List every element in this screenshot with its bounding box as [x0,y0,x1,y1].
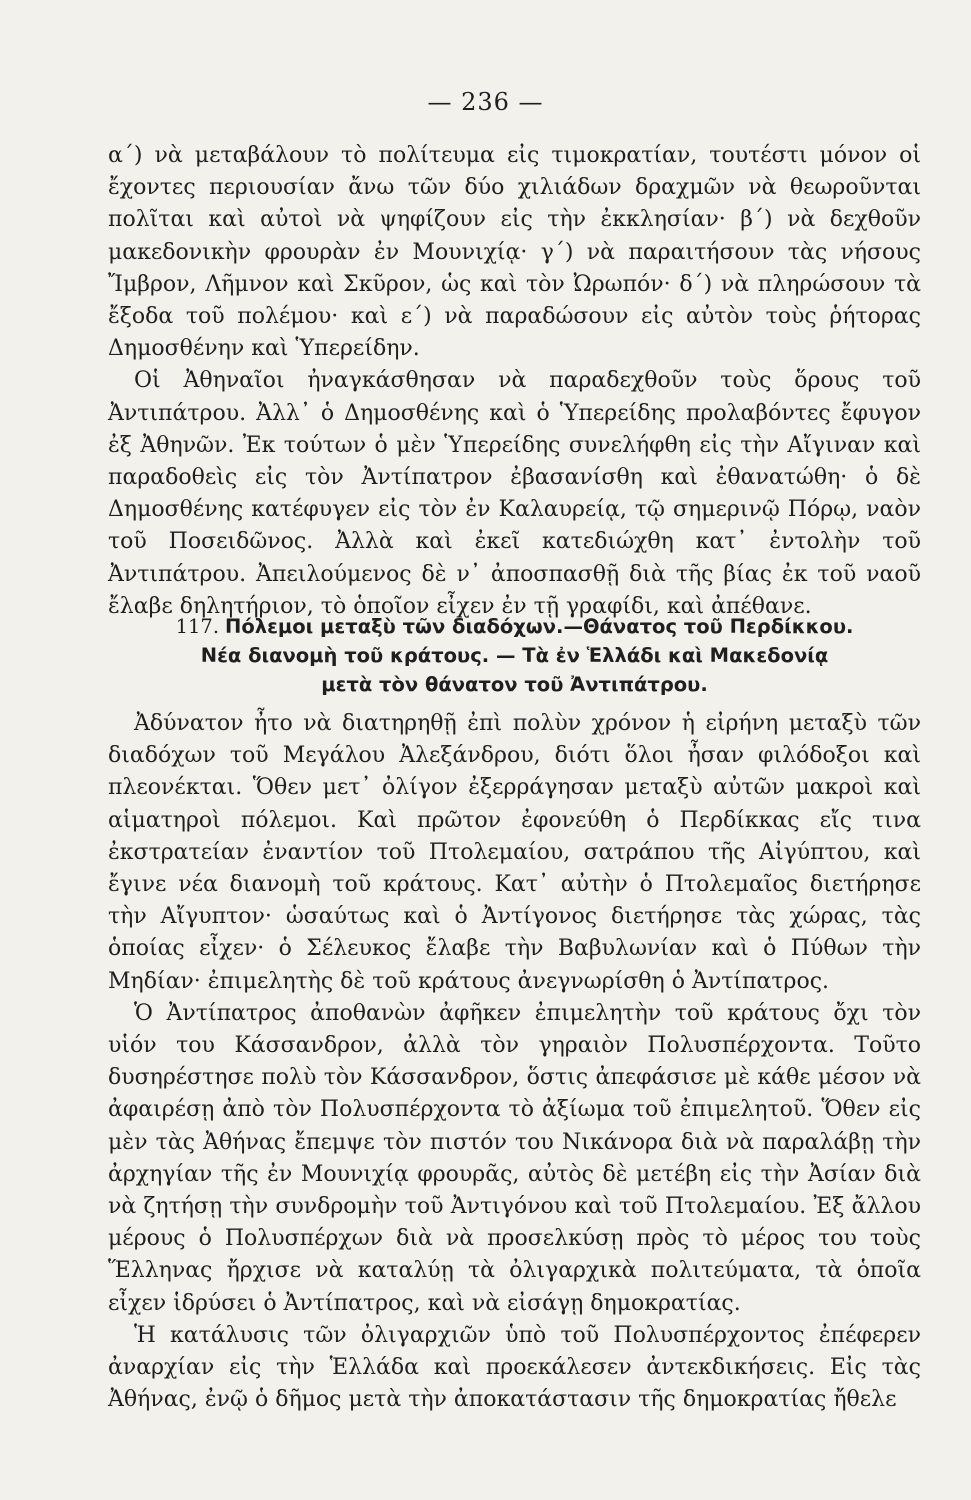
page-number: — 236 — [427,88,544,116]
paragraph: Οἱ Ἀθηναῖοι ἠναγκάσθησαν νὰ παραδεχθοῦν τοὺς ὅρους τοῦ Ἀντιπάτρου. Ἀλλ᾿ ὁ Δημοσθένης καὶ ὁ Ὑπερείδης προλαβόντες ἔφυγον ἐξ Ἀθηνῶν. Ἐκ τούτων ὁ μὲν Ὑπερείδης συνελήφθη εἰς τὴν Αἴγιναν καὶ παραδοθεὶς εἰς τὸν Ἀντίπατρον ἐβασανίσθη καὶ ἐθανατώθη· ὁ δὲ Δημοσθένης κατέφυγεν εἰς τὸν ἐν Καλαυρείᾳ, τῷ σημερινῷ Πόρῳ, ναὸν τοῦ Ποσειδῶνος. Ἀλλὰ καὶ ἐκεῖ κατεδιώχθη κατ᾿ ἐντολὴν τοῦ Ἀντιπάτρου. Ἀπειλούμενος δὲ ν᾿ ἀποσπασθῇ διὰ τῆς βίας ἐκ τοῦ ναοῦ ἔλαβε δηλητήριον, τὸ ὁποῖον εἶχεν ἐν τῇ γραφίδι, καὶ ἀπέθανε. [108,368,921,619]
section-heading-line-1 [108,612,921,641]
text-block-bottom [108,708,921,1416]
section-heading [108,612,921,699]
section-title-part-1: Πόλεμοι μεταξὺ τῶν διαδόχων.—Θάνατος τοῦ Περδίκκου. [225,615,854,638]
text-block-top [108,140,921,623]
section-title-part-2: Νέα διανομὴ τοῦ κράτους. — Τὰ ἐν Ἑλλάδι καὶ Μακεδονίᾳ [200,644,829,667]
paragraph: Ἀδύνατον ἦτο νὰ διατηρηθῇ ἐπὶ πολὺν χρόνον ἡ εἰρήνη μεταξὺ τῶν διαδόχων τοῦ Μεγάλου Ἀλεξάνδρου, διότι ὅλοι ἦσαν φιλόδοξοι καὶ πλεονέκται. Ὅθεν μετ᾿ ὀλίγον ἐξερράγησαν μεταξὺ αὐτῶν μακροὶ καὶ αἱματηροὶ πόλεμοι. Καὶ πρῶτον ἐφονεύθη ὁ Περδίκκας εἴς τινα ἐκστρατείαν ἐναντίον τοῦ Πτολεμαίου, σατράπου τῆς Αἰγύπτου, καὶ ἔγινε νέα διανομὴ τοῦ κράτους. Κατ᾿ αὐτὴν ὁ Πτολεμαῖος διετήρησε τὴν Αἴγυπτον· ὡσαύτως καὶ ὁ Ἀντίγονος διετήρησε τὰς χώρας, τὰς ὁποίας εἶχεν· ὁ Σέλευκος ἔλαβε τὴν Βαβυλωνίαν καὶ ὁ Πύθων τὴν Μηδίαν· ἐπιμελητὴς δὲ τοῦ κράτους ἀνεγνωρίσθη ὁ Ἀντίπατρος. [108,711,921,994]
section-title-part-3: μετὰ τὸν θάνατον τοῦ Ἀντιπάτρου. [321,673,708,696]
paragraph: Ἡ κατάλυσις τῶν ὀλιγαρχιῶν ὑπὸ τοῦ Πολυσπέρχοντος ἐπέφερεν ἀναρχίαν εἰς τὴν Ἑλλάδα καὶ προεκάλεσεν ἀντεκδικήσεις. Εἰς τὰς Ἀθήνας, ἐνῷ ὁ δῆμος μετὰ τὴν ἀποκατάστασιν τῆς δημοκρατίας ἤθελε [108,1322,921,1413]
section-number: 117. [175,615,220,638]
paragraph: α΄) νὰ μεταβάλουν τὸ πολίτευμα εἰς τιμοκρατίαν, τουτέστι μόνον οἱ ἔχοντες περιουσίαν ἄνω τῶν δύο χιλιάδων δραχμῶν νὰ θεωροῦνται πολῖται καὶ αὐτοὶ νὰ ψηφίζουν εἰς τὴν ἐκκλησίαν· β΄) νὰ δεχθοῦν μακεδονικὴν φρουρὰν ἐν Μουνιχίᾳ· γ΄) νὰ παραιτήσουν τὰς νήσους Ἴμβρον, Λῆμνον καὶ Σκῦρον, ὡς καὶ τὸν Ὠρωπόν· δ΄) νὰ πληρώσουν τὰ ἔξοδα τοῦ πολέμου· καὶ ε΄) νὰ παραδώσουν εἰς αὐτὸν τοὺς ῥήτορας Δημοσθένην καὶ Ὑπερείδην. [108,143,921,362]
paragraph: Ὁ Ἀντίπατρος ἀποθανὼν ἀφῆκεν ἐπιμελητὴν τοῦ κράτους ὄχι τὸν υἱόν του Κάσσανδρον, ἀλλὰ τὸν γηραιὸν Πολυσπέρχοντα. Τοῦτο δυσηρέστησε πολὺ τὸν Κάσσανδρον, ὅστις ἀπεφάσισε μὲ κάθε μέσον νὰ ἀφαιρέσῃ ἀπὸ τὸν Πολυσπέρχοντα τὸ ἀξίωμα τοῦ ἐπιμελητοῦ. Ὅθεν εἰς μὲν τὰς Ἀθήνας ἔπεμψε τὸν πιστόν του Νικάνορα διὰ νὰ παραλάβῃ τὴν ἀρχηγίαν τῆς ἐν Μουνιχίᾳ φρουρᾶς, αὐτὸς δὲ μετέβη εἰς τὴν Ἀσίαν διὰ νὰ ζητήσῃ τὴν συνδρομὴν τοῦ Ἀντιγόνου καὶ τοῦ Πτολεμαίου. Ἐξ ἄλλου μέρους ὁ Πολυσπέρχων διὰ νὰ προσελκύσῃ πρὸς τὸ μέρος του τοὺς Ἕλληνας ἤρχισε νὰ καταλύῃ τὰ ὀλιγαρχικὰ πολιτεύματα, τὰ ὁποῖα εἶχεν ἱδρύσει ὁ Ἀντίπατρος, καὶ νὰ εἰσάγῃ δημοκρατίας. [108,1000,921,1316]
